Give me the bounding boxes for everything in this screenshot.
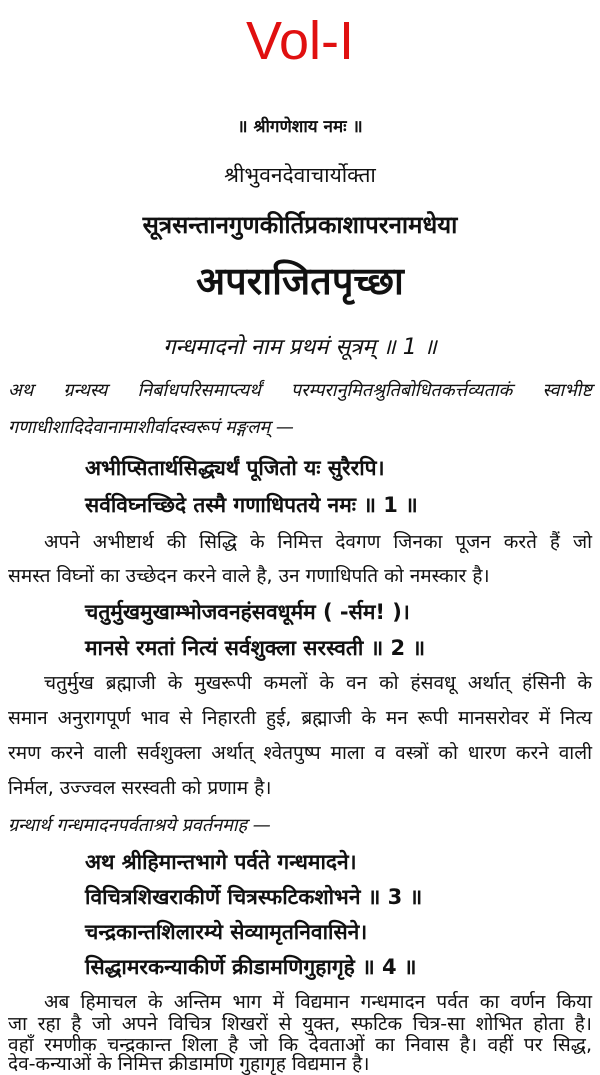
commentary-line: रमण करने वाली सर्वशुक्ला अर्थात् श्वेतपुष्प माला व वस्त्रों को धारण करने वाली	[8, 742, 592, 764]
commentary-line: समान अनुरागपूर्ण भाव से निहारती हुई, ब्रह्माजी के मन रूपी मानसरोवर में नित्य	[8, 707, 592, 729]
intro-line: गणाधीशादिदेवानामाशीर्वादस्वरूपं मङ्गलम् —	[8, 417, 294, 438]
commentary-line: अब हिमाचल के अन्तिम भाग में विद्यमान गन्धमादन पर्वत का वर्णन किया	[44, 991, 592, 1013]
intro-line: ग्रन्थार्थ गन्धमादनपर्वताश्रये प्रवर्तनमाह —	[8, 815, 271, 836]
invocation: ॥ श्रीगणेशाय नमः ॥	[237, 117, 363, 137]
verse-line: अभीप्सितार्थसिद्ध्यर्थं पूजितो यः सुरैरपि।	[85, 456, 385, 480]
commentary-line: निर्मल, उज्ज्वल सरस्वती को प्रणाम है।	[8, 777, 272, 799]
verse-line: चन्द्रकान्तशिलारम्ये सेव्यामृतनिवासिने।	[85, 920, 368, 944]
commentary-line: वहाँ रमणीक चन्द्रकान्त शिला है जो कि देवताओं का निवास है। वहीं पर सिद्ध,	[8, 1034, 592, 1056]
intro-line: अथ ग्रन्थस्य निर्बाधपरिसमाप्त्यर्थं परम्परानुमितश्रुतिबोधितकर्त्तव्यताकं स्वाभीष्ट	[8, 380, 592, 401]
verse-line: मानसे रमतां नित्यं सर्वशुक्ला सरस्वती ॥ 2 ॥	[85, 636, 426, 660]
commentary-line: चतुर्मुख ब्रह्माजी के मुखरूपी कमलों के वन को हंसवधू अर्थात् हंसिनी के	[44, 672, 592, 694]
author-line: श्रीभुवनदेवाचार्योक्ता	[224, 163, 376, 187]
verse-line: सर्वविघ्नच्छिदे तस्मै गणाधिपतये नमः ॥ 1 ॥	[85, 493, 418, 517]
page-title: अपराजितपृच्छा	[196, 259, 404, 303]
verse-line: विचित्रशिखराकीर्णे चित्रस्फटिकशोभने ॥ 3 ॥	[85, 885, 423, 909]
subtitle: सूत्रसन्तानगुणकीर्तिप्रकाशापरनामधेया	[142, 211, 458, 239]
volume-label: Vol-I	[245, 11, 355, 71]
commentary-line: समस्त विघ्नों का उच्छेदन करने वाले है, उन गणाधिपति को नमस्कार है।	[8, 565, 490, 587]
chapter-heading: गन्धमादनो नाम प्रथमं सूत्रम् ॥ 1 ॥	[163, 335, 437, 360]
commentary-line: जा रहा है जो अपने विचित्र शिखरों से युक्त, स्फटिक चित्र-सा शोभित होता है।	[8, 1013, 592, 1035]
verse-line: सिद्धामरकन्याकीर्णे क्रीडामणिगुहागृहे ॥ 4 ॥	[85, 955, 417, 979]
commentary-line: अपने अभीष्टार्थ की सिद्धि के निमित्त देवगण जिनका पूजन करते हैं जो	[44, 531, 592, 553]
verse-line: अथ श्रीहिमान्तभागे पर्वते गन्धमादने।	[85, 850, 357, 874]
commentary-line: देव-कन्याओं के निमित्त क्रीडामणि गुहागृह विद्यमान है।	[8, 1053, 370, 1075]
verse-line: चतुर्मुखमुखाम्भोजवनहंसवधूर्मम ( -र्सम! )।	[85, 600, 410, 624]
